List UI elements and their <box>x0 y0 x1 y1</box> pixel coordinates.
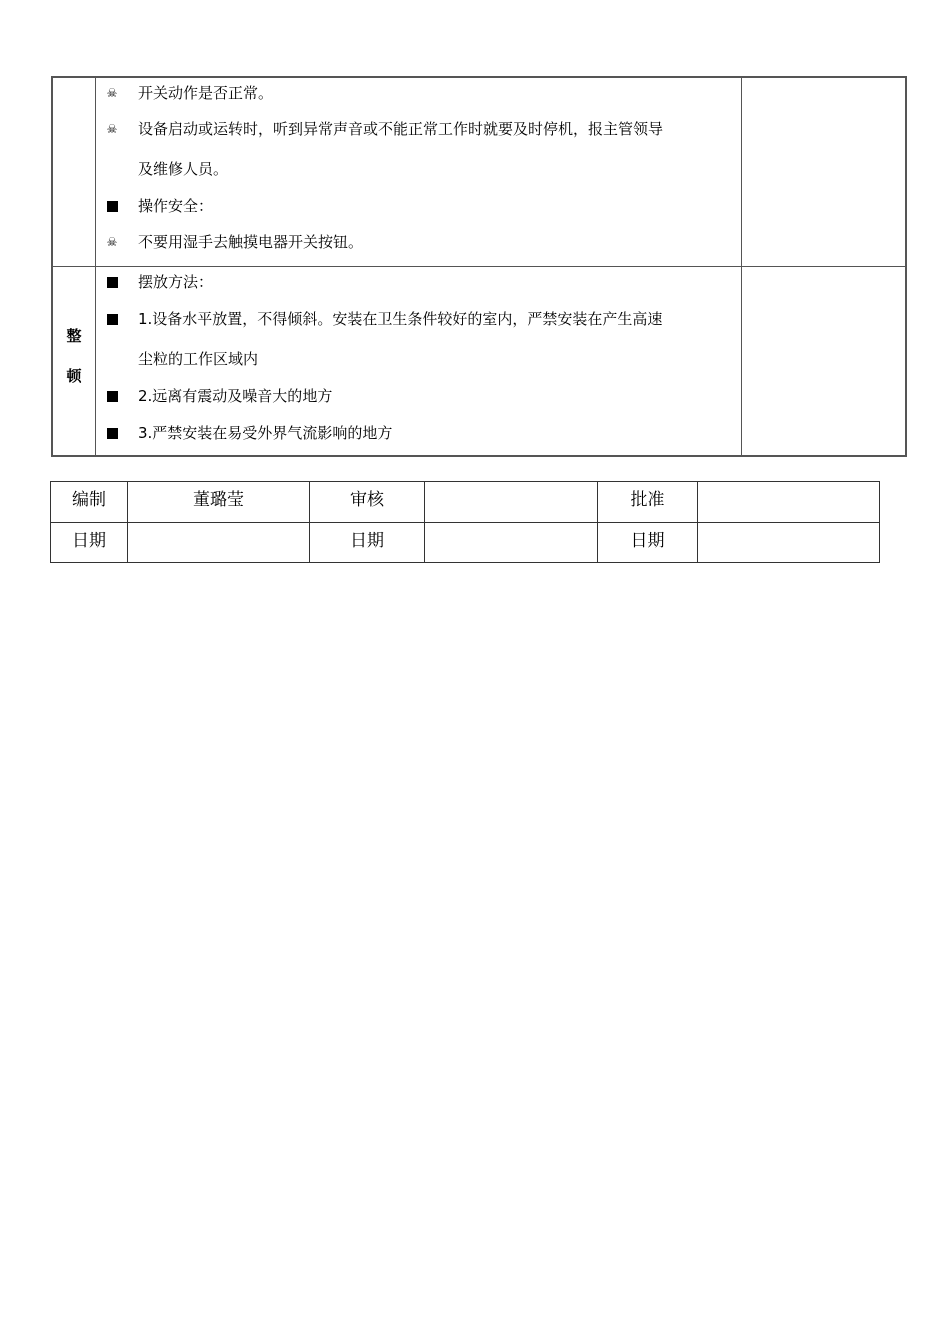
item-text: 及维修人员。 <box>138 160 229 178</box>
skull-icon: ☠ <box>106 122 118 136</box>
square-bullet-icon <box>105 199 119 213</box>
date-label: 日期 <box>310 522 425 563</box>
compiled-value: 董璐莹 <box>128 482 310 523</box>
date-value <box>425 522 598 563</box>
inspection-table <box>51 76 907 457</box>
item-text: 1.设备水平放置，不得倾斜。安装在卫生条件较好的室内，严禁安装在产生高速 <box>138 310 663 328</box>
approve-value <box>698 482 880 523</box>
row-divider <box>53 266 905 267</box>
section-label <box>53 316 95 396</box>
square-bullet-icon <box>105 312 119 326</box>
item-text: 摆放方法： <box>138 273 214 291</box>
date-value <box>128 522 310 563</box>
item-text: 操作安全： <box>138 197 214 215</box>
square-bullet-icon <box>105 426 119 440</box>
item-text: 设备启动或运转时，听到异常声音或不能正常工作时就要及时停机，报主管领导 <box>138 120 664 138</box>
item-text: 2.远离有震动及噪音大的地方 <box>138 387 333 405</box>
skull-icon: ☠ <box>106 86 118 100</box>
review-value <box>425 482 598 523</box>
date-label: 日期 <box>51 522 128 563</box>
item-text: 尘粒的工作区域内 <box>138 350 259 368</box>
compiled-label: 编制 <box>51 482 128 523</box>
table-row <box>51 482 880 523</box>
signoff-table <box>50 481 880 563</box>
section-label-char: 顿 <box>66 367 82 385</box>
item-text: 不要用湿手去触摸电器开关按钮。 <box>138 233 364 251</box>
item-text: 3.严禁安装在易受外界气流影响的地方 <box>138 424 393 442</box>
square-bullet-icon <box>105 275 119 289</box>
approve-label: 批准 <box>598 482 698 523</box>
skull-icon: ☠ <box>106 235 118 249</box>
square-bullet-icon <box>105 389 119 403</box>
review-label: 审核 <box>310 482 425 523</box>
section-label-char: 整 <box>66 327 82 345</box>
date-label: 日期 <box>598 522 698 563</box>
item-text: 开关动作是否正常。 <box>138 84 274 102</box>
date-value <box>698 522 880 563</box>
table-row <box>51 522 880 563</box>
